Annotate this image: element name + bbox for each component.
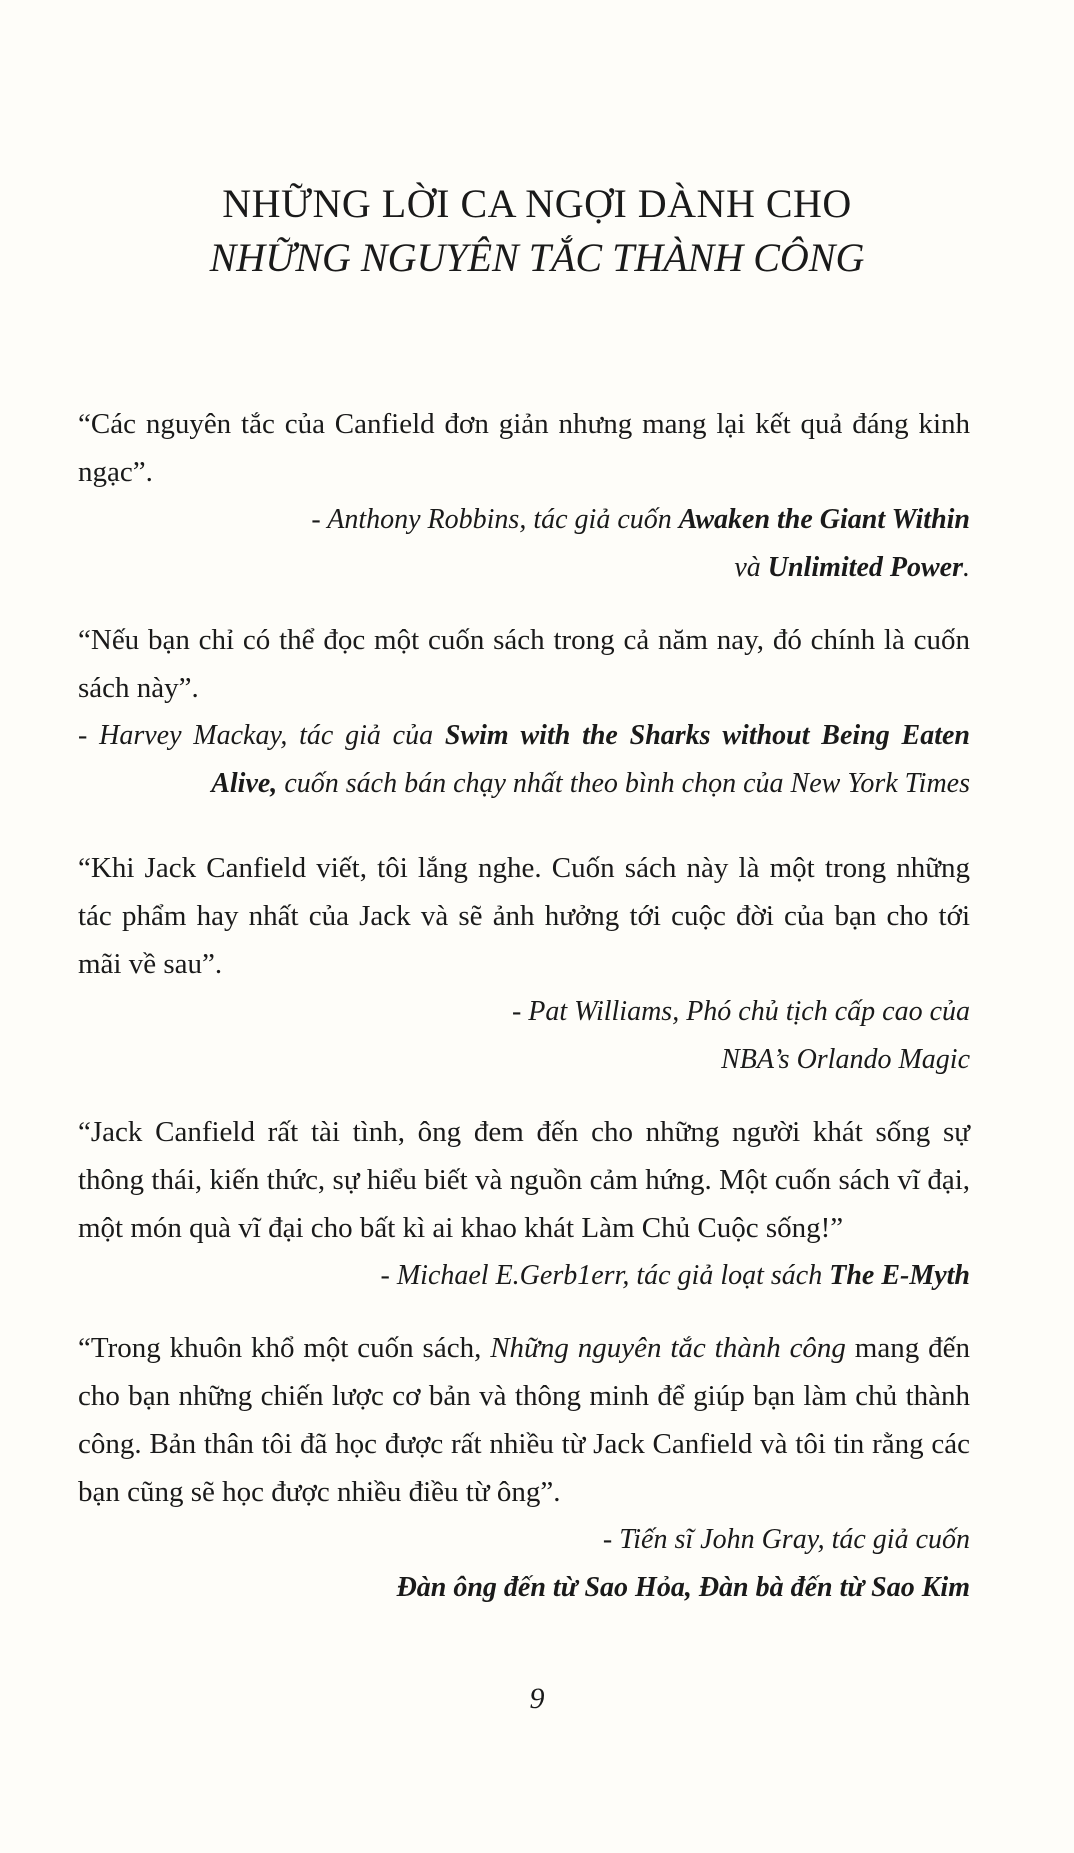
quote-text [78,1324,970,1516]
book-title: The E-Myth [829,1260,970,1291]
page-heading [0,178,1074,286]
attr-line-2 [78,1564,970,1612]
quotes-section [78,400,970,1636]
heading-line-1: NHỮNG LỜI CA NGỢI DÀNH CHO [222,181,852,226]
quote-block [78,1324,970,1612]
attr-mid: và [734,552,768,583]
quote-block [78,616,970,808]
quote-block [78,400,970,592]
attr-prefix: - Anthony Robbins, tác giả cuốn [311,504,679,535]
quote-attribution [78,988,970,1084]
attr-prefix: - Michael E.Gerb1err, tác giả loạt sách [380,1260,830,1291]
book-title: Đàn ông đến từ Sao Hỏa, Đàn bà đến từ Sao Kim [396,1572,970,1603]
quote-attribution [78,1516,970,1612]
quote-text-after: mang đến cho bạn những chiến lược cơ bản và thông minh để giúp bạn làm chủ thành công. Bản thân tôi đã học được rất nhiều từ Jack Canfield và tôi tin rằng các bạn cũng sẽ học được nhiều điều từ ông”. [78,1332,970,1508]
page-number: 9 [529,1682,545,1715]
book-title: Swim with the Sharks without Being Eaten Alive, [211,720,970,799]
book-title-inline: Những nguyên tắc thành công [490,1332,846,1364]
attr-suffix: cuốn sách bán chạy nhất theo bình chọn của New York Times [277,768,970,799]
book-title: Awaken the Giant Within [678,504,970,535]
quote-text: “Khi Jack Canfield viết, tôi lắng nghe. Cuốn sách này là một trong những tác phẩm hay nhất của Jack và sẽ ảnh hưởng tới cuộc đời của bạn cho tới mãi về sau”. [78,852,970,980]
quote-text: “Jack Canfield rất tài tình, ông đem đến cho những người khát sống sự thông thái, kiến thức, sự hiểu biết và nguồn cảm hứng. Một cuốn sách vĩ đại, một món quà vĩ đại cho bất kì ai khao khát Làm Chủ Cuộc sống!” [78,1116,970,1244]
attr-prefix: - Harvey Mackay, tác giả của [78,720,445,751]
heading-line-2: NHỮNG NGUYÊN TẮC THÀNH CÔNG [209,235,865,280]
attr-line-1: - Tiến sĩ John Gray, tác giả cuốn [602,1524,970,1555]
quote-text-before: “Trong khuôn khổ một cuốn sách, [78,1332,491,1364]
quote-attribution [78,712,970,808]
quote-attribution [78,496,970,592]
quote-text: “Các nguyên tắc của Canfield đơn giản nhưng mang lại kết quả đáng kinh ngạc”. [78,408,970,488]
attr-suffix: . [963,552,970,583]
attr-line-1: - Pat Williams, Phó chủ tịch cấp cao của [511,996,970,1027]
quote-attribution [78,1252,970,1300]
book-title: Unlimited Power [767,552,963,583]
attr-line-2: NBA’s Orlando Magic [721,1044,970,1075]
quote-block [78,844,970,1084]
quote-text: “Nếu bạn chỉ có thể đọc một cuốn sách trong cả năm nay, đó chính là cuốn sách này”. [78,624,970,704]
quote-block [78,1108,970,1300]
